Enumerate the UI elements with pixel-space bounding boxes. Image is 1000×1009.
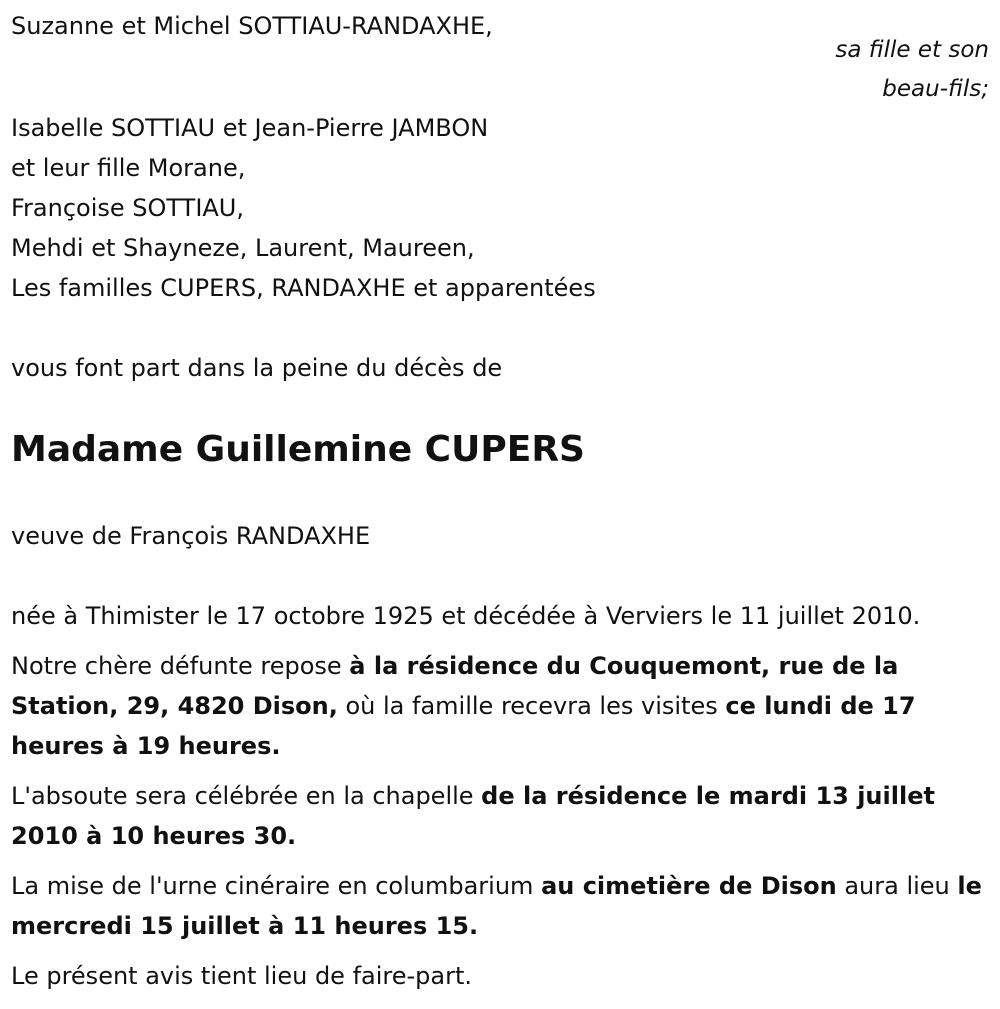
relation-line-2: beau-fils; xyxy=(882,76,989,102)
family-line-5: Mehdi et Shayneze, Laurent, Maureen, xyxy=(11,234,475,262)
family-line-4: Françoise SOTTIAU, xyxy=(11,194,245,222)
family-line-3: et leur fille Morane, xyxy=(11,154,246,182)
absoute-date: de la résidence le mardi 13 juillet 2010 à 10 heures 30. xyxy=(11,782,935,850)
repose-visit-time: ce lundi de 17 heures à 19 heures. xyxy=(11,692,916,760)
absoute-text: L'absoute sera célébrée en la chapelle xyxy=(11,782,482,810)
birth-death-text: née à Thimister le 17 octobre 1925 et décédée à Verviers le 11 juillet 2010. xyxy=(11,602,921,630)
deceased-name: Madame Guillemine CUPERS xyxy=(11,429,585,470)
repose-text-1: Notre chère défunte repose xyxy=(11,652,350,680)
repose-paragraph xyxy=(11,646,996,766)
repose-text-2: où la famille recevra les visites xyxy=(337,692,726,720)
family-line-2: Isabelle SOTTIAU et Jean-Pierre JAMBON xyxy=(11,114,489,142)
family-line-6: Les familles CUPERS, RANDAXHE et apparentées xyxy=(11,274,596,302)
urne-paragraph xyxy=(11,866,996,946)
widow-of-text: veuve de François RANDAXHE xyxy=(11,522,371,550)
closing-text: Le présent avis tient lieu de faire-part. xyxy=(11,962,473,990)
urne-text-1: La mise de l'urne cinéraire en columbarium xyxy=(11,872,542,900)
urne-location: au cimetière de Dison xyxy=(541,872,837,900)
relation-line-1: sa fille et son xyxy=(835,37,989,63)
repose-location: à la résidence du Couquemont, rue de la Station, 29, 4820 Dison, xyxy=(11,652,899,720)
announcement-text: vous font part dans la peine du décès de xyxy=(11,354,503,382)
absoute-paragraph xyxy=(11,776,996,856)
family-line-1: Suzanne et Michel SOTTIAU-RANDAXHE, xyxy=(11,12,493,40)
urne-text-2: aura lieu xyxy=(836,872,958,900)
urne-date: le mercredi 15 juillet à 11 heures 15. xyxy=(11,872,982,940)
